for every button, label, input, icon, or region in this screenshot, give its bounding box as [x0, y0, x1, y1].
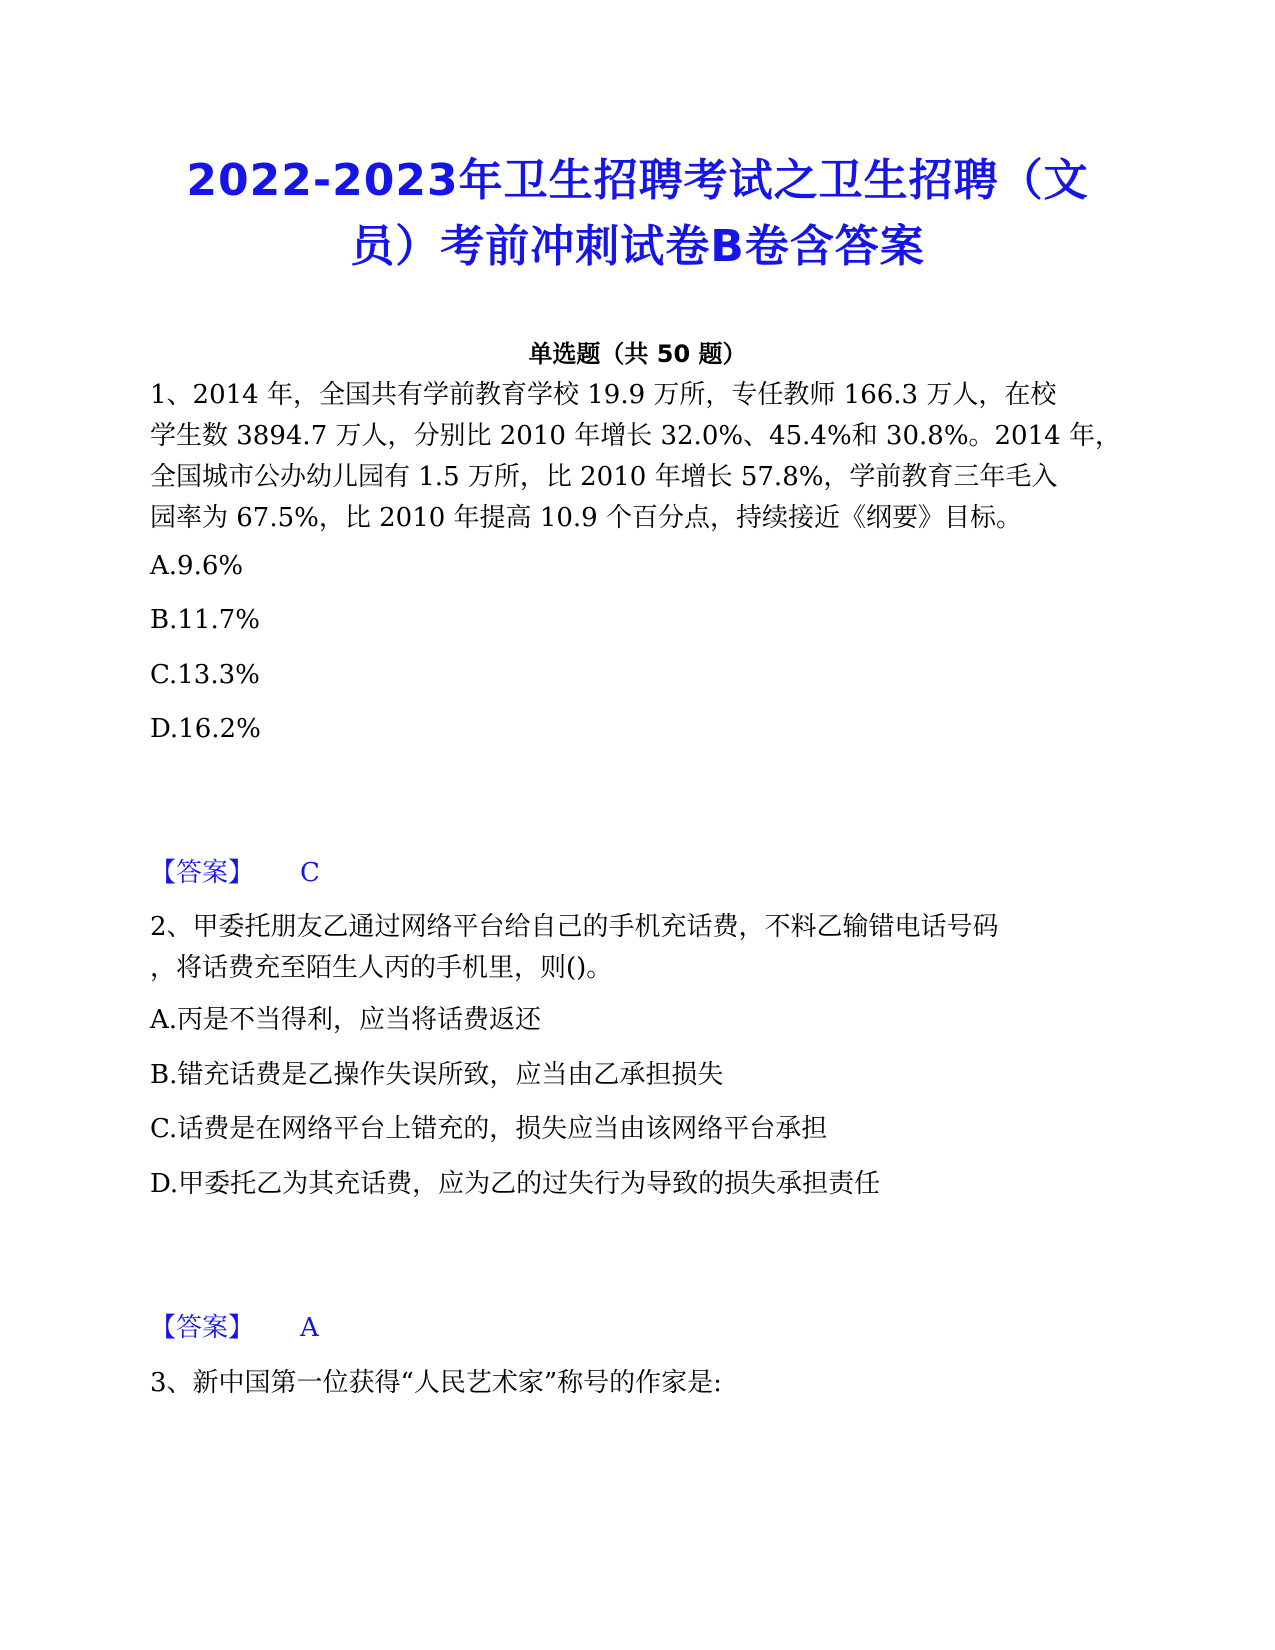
question-1-option-b: B.11.7%: [150, 605, 260, 635]
answer-value: A: [300, 1313, 319, 1343]
question-2-option-b: B.错充话费是乙操作失误所致，应当由乙承担损失: [150, 1060, 724, 1090]
question-2-stem-line: ，将话费充至陌生人丙的手机里，则()。: [150, 953, 613, 983]
title-line-1: 2022-2023年卫生招聘考试之卫生招聘（文: [186, 155, 1089, 206]
question-2-stem-line: 2、甲委托朋友乙通过网络平台给自己的手机充话费，不料乙输错电话号码: [150, 912, 999, 942]
question-2-option-c: C.话费是在网络平台上错充的，损失应当由该网络平台承担: [150, 1114, 828, 1144]
question-1-option-d: D.16.2%: [150, 714, 261, 744]
question-2-option-d: D.甲委托乙为其充话费，应为乙的过失行为导致的损失承担责任: [150, 1169, 881, 1199]
section-heading: 单选题（共 50 题）: [528, 340, 747, 368]
answer-value: C: [300, 858, 320, 888]
answer-label: 【答案】: [150, 1313, 255, 1343]
question-3-stem: [150, 1363, 1125, 1404]
question-2-stem: [150, 907, 1125, 989]
question-1-option-c: C.13.3%: [150, 660, 260, 690]
question-1-answer: [150, 853, 1125, 894]
question-1-stem-line: 全国城市公办幼儿园有 1.5 万所，比 2010 年增长 57.8%，学前教育三年毛入: [150, 462, 1058, 492]
question-1-stem: [150, 375, 1125, 539]
document-title: [150, 148, 1125, 280]
question-1-stem-line: 园率为 67.5%，比 2010 年提高 10.9 个百分点，持续接近《纲要》目标。: [150, 503, 1022, 533]
answer-label: 【答案】: [150, 858, 255, 888]
question-1-stem-line: 学生数 3894.7 万人，分别比 2010 年增长 32.0%、45.4%和 30.8%。2014 年，: [150, 421, 1121, 451]
title-line-2: 员）考前冲刺试卷B卷含答案: [350, 221, 925, 272]
question-1-stem-line: 1、2014 年，全国共有学前教育学校 19.9 万所，专任教师 166.3 万人，在校: [150, 380, 1057, 410]
question-2-answer: [150, 1308, 1125, 1349]
question-1-option-a: A.9.6%: [150, 551, 244, 581]
question-2-option-a: A.丙是不当得利，应当将话费返还: [150, 1005, 542, 1035]
question-3-stem-line: 3、新中国第一位获得“人民艺术家”称号的作家是:: [150, 1368, 722, 1398]
